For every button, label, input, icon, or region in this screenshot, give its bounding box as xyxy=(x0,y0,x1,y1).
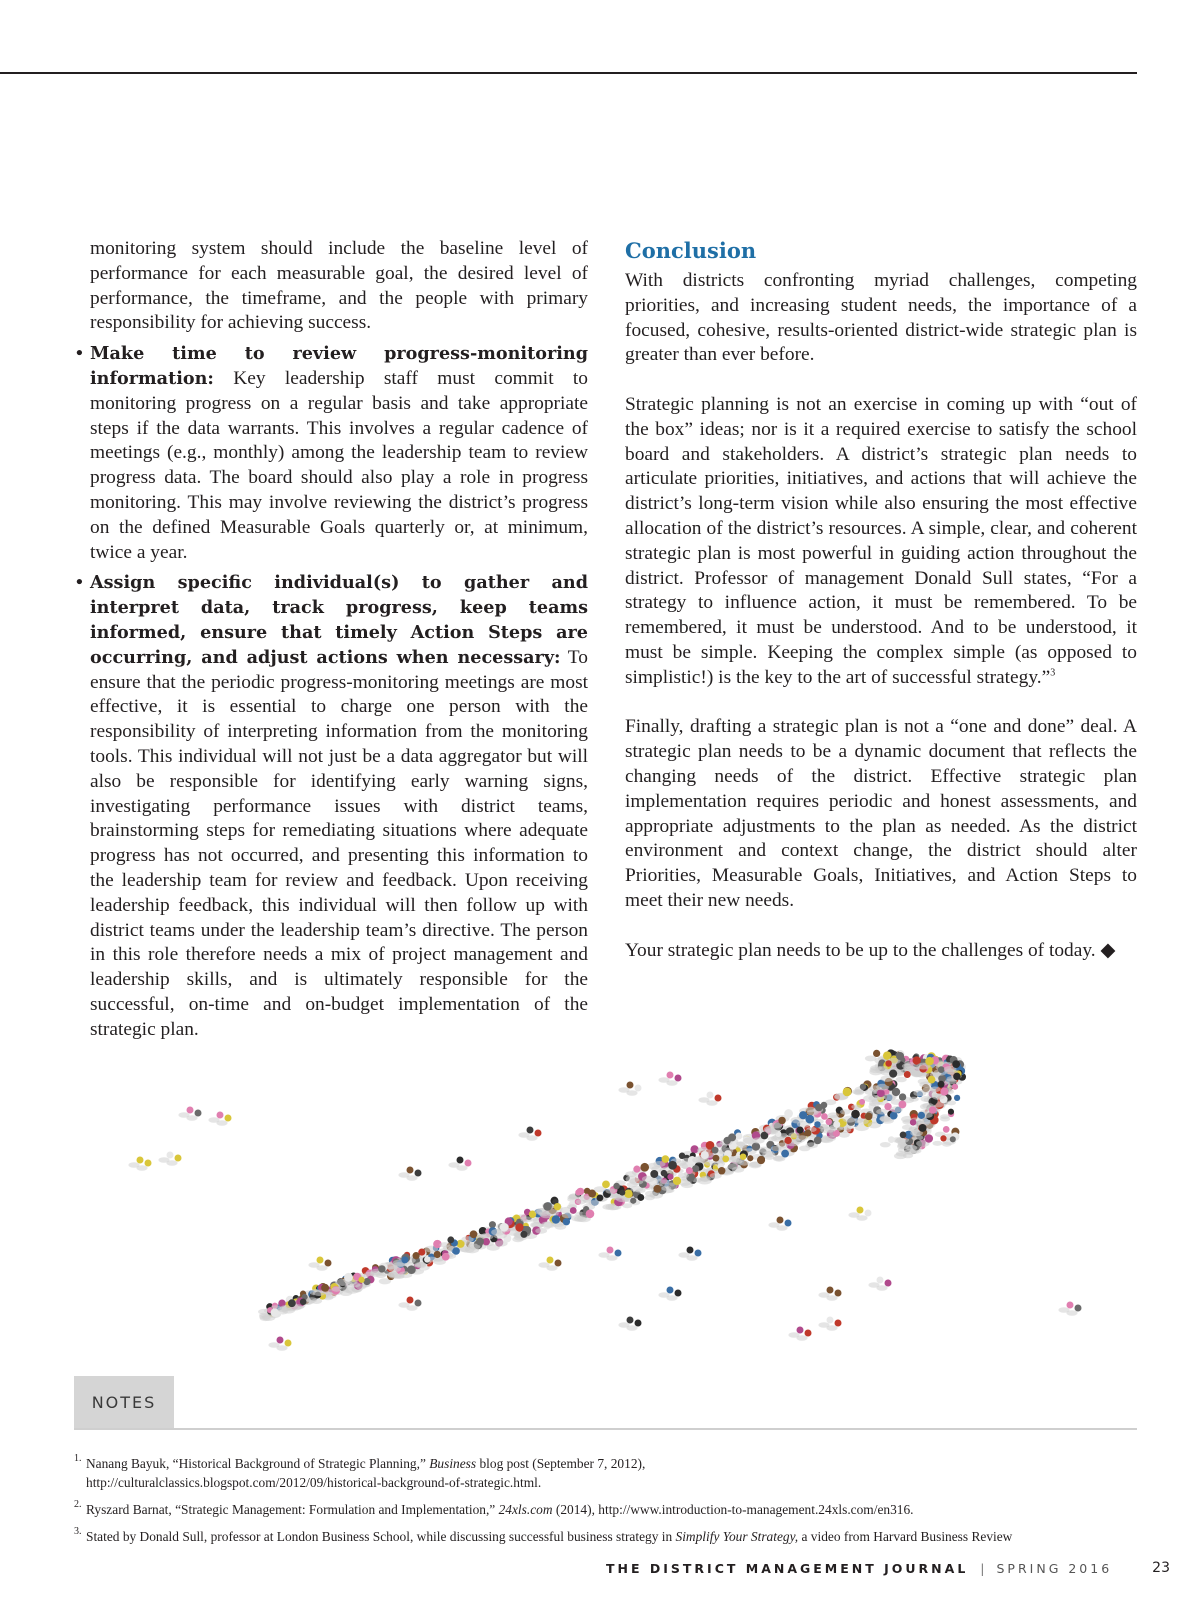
person-shadow xyxy=(932,1141,942,1146)
person-shadow xyxy=(216,1120,227,1126)
person-dot xyxy=(910,1119,917,1126)
person-dot xyxy=(586,1209,595,1218)
person-dot xyxy=(835,1290,842,1297)
person-shadow xyxy=(768,1137,778,1142)
person-dot xyxy=(624,1190,633,1199)
person-dot xyxy=(489,1221,496,1228)
person-shadow xyxy=(439,1242,450,1247)
person-dot xyxy=(722,1156,729,1163)
person-dot xyxy=(707,1092,714,1099)
notes-label: NOTES xyxy=(74,1376,174,1428)
person-dot xyxy=(1075,1305,1082,1312)
person-dot xyxy=(899,1093,906,1100)
person-shadow xyxy=(136,1165,147,1171)
bullet-assign-individual xyxy=(76,571,588,1042)
person-dot xyxy=(928,1076,936,1084)
person-shadow xyxy=(686,1255,697,1261)
person-shadow xyxy=(622,1203,632,1208)
person-shadow xyxy=(826,1295,837,1301)
person-shadow xyxy=(166,1160,177,1166)
person-dot xyxy=(877,1089,885,1097)
person-shadow xyxy=(856,1215,867,1221)
person-dot xyxy=(781,1150,789,1158)
person-dot xyxy=(640,1163,649,1172)
person-dot xyxy=(650,1170,658,1178)
person-dot xyxy=(835,1320,842,1327)
person-dot xyxy=(885,1280,892,1287)
person-dot xyxy=(873,1050,880,1057)
person-shadow xyxy=(666,1295,677,1301)
person-dot xyxy=(673,1177,681,1185)
person-shadow xyxy=(562,1213,573,1218)
person-shadow xyxy=(626,1090,637,1096)
person-dot xyxy=(675,1290,682,1297)
footnote-text: blog post (September 7, 2012), xyxy=(476,1456,646,1471)
left-column xyxy=(76,237,588,1043)
person-dot xyxy=(187,1107,194,1114)
page-number: 23 xyxy=(1152,1560,1170,1576)
person-dot xyxy=(918,1112,925,1119)
person-dot xyxy=(321,1284,329,1292)
person-dot xyxy=(904,1071,911,1078)
person-dot xyxy=(167,1152,174,1159)
person-shadow xyxy=(276,1345,287,1351)
bullet-dot-icon: • xyxy=(76,572,83,594)
person-shadow xyxy=(876,1285,887,1291)
person-shadow xyxy=(825,1127,836,1133)
person-dot xyxy=(575,1189,581,1195)
person-dot xyxy=(896,1052,904,1060)
person-dot xyxy=(555,1260,562,1267)
person-dot xyxy=(457,1157,464,1164)
person-dot xyxy=(851,1110,860,1119)
footnote-1 xyxy=(74,1454,1137,1492)
person-dot xyxy=(325,1260,332,1267)
person-dot xyxy=(889,1070,897,1078)
person-shadow xyxy=(946,1100,956,1105)
person-dot xyxy=(175,1155,182,1162)
person-shadow xyxy=(828,1112,839,1118)
person-dot xyxy=(619,1190,625,1196)
person-dot xyxy=(317,1257,324,1264)
bullet-text: Key leadership staff must commit to monitoring progress on a regular basis and take appropriate steps if the data warrants. This involves a regular cadence of meetings (e.g., monthly) among the leadership team to review progress data. The board should also play a role in progress monitoring. This may involve reviewing the district’s progress on the defined Measurable Goals quarterly or, at minimum, twice a year. xyxy=(90,367,588,563)
person-dot xyxy=(686,1167,693,1174)
person-dot xyxy=(797,1127,804,1134)
right-column xyxy=(625,237,1137,963)
person-dot xyxy=(797,1327,804,1334)
person-shadow xyxy=(765,1151,775,1156)
person-shadow xyxy=(700,1176,711,1182)
person-shadow xyxy=(546,1265,557,1271)
person-dot xyxy=(424,1256,430,1262)
person-dot xyxy=(515,1223,524,1232)
person-dot xyxy=(715,1095,722,1102)
person-dot xyxy=(857,1207,864,1214)
issue-season: SPRING 2016 xyxy=(996,1560,1113,1576)
crowd-people xyxy=(128,1049,1081,1350)
person-dot xyxy=(543,1202,552,1211)
footnote-text: a video from Harvard Business Review xyxy=(798,1529,1013,1544)
footnote-url[interactable]: http://culturalclassics.blogspot.com/2012/09/historical-background-of-strategic.html. xyxy=(86,1475,542,1490)
person-shadow xyxy=(704,1160,715,1165)
person-dot xyxy=(953,1073,960,1080)
footnote-text: Ryszard Barnat, “Strategic Management: Formulation and Implementation,” xyxy=(86,1502,499,1517)
person-dot xyxy=(877,1277,884,1284)
person-dot xyxy=(690,1145,698,1153)
person-dot xyxy=(217,1112,224,1119)
person-shadow xyxy=(732,1159,742,1164)
bullet-review-progress xyxy=(76,342,588,565)
person-shadow xyxy=(406,1305,417,1311)
crowd-arrow-illustration xyxy=(110,1040,1140,1370)
person-dot xyxy=(821,1113,828,1120)
person-dot xyxy=(954,1095,960,1101)
person-dot xyxy=(358,1277,364,1283)
person-dot xyxy=(948,1109,954,1115)
person-dot xyxy=(940,1088,948,1096)
person-dot xyxy=(137,1157,144,1164)
journal-title: THE DISTRICT MANAGEMENT JOURNAL xyxy=(606,1560,969,1576)
person-shadow xyxy=(393,1262,404,1268)
person-dot xyxy=(950,1136,956,1142)
person-dot xyxy=(814,1136,822,1144)
person-dot xyxy=(785,1220,792,1227)
intro-paragraph: monitoring system should include the baseline level of performance for each measurable goal, the desired level of performance, the timeframe, and the people with primary responsibility for achieving success. xyxy=(90,238,588,334)
person-shadow xyxy=(416,1262,426,1267)
footnote-2 xyxy=(74,1500,1137,1519)
person-shadow xyxy=(526,1135,537,1141)
person-dot xyxy=(667,1174,673,1180)
conclusion-paragraph-3: Finally, drafting a strategic plan is not a “one and done” deal. A strategic plan needs to be a dynamic document that reflects the changing needs of the district. Effective strategic plan implementation requires periodic and honest assessments, and appropriate adjustments to the plan as needed. As the district environment and context change, the district should alter Priorities, Measurable Goals, Initiatives, and Action Steps to meet their new needs. xyxy=(625,716,1137,911)
person-dot xyxy=(413,1252,420,1259)
person-shadow xyxy=(776,1225,787,1231)
person-dot xyxy=(952,1084,958,1090)
person-dot xyxy=(401,1256,408,1263)
person-dot xyxy=(865,1113,873,1121)
person-shadow xyxy=(942,1142,952,1147)
person-dot xyxy=(890,1112,898,1120)
person-dot xyxy=(692,1165,699,1172)
page-footer xyxy=(606,1560,1170,1576)
person-dot xyxy=(602,1180,610,1188)
person-dot xyxy=(952,1060,960,1068)
person-dot xyxy=(630,1198,636,1204)
person-dot xyxy=(826,1119,832,1125)
person-dot xyxy=(940,1135,946,1141)
person-dot xyxy=(434,1251,441,1258)
person-dot xyxy=(520,1231,527,1238)
person-dot xyxy=(740,1153,747,1160)
person-dot xyxy=(415,1300,422,1307)
paragraph-text: Strategic planning is not an exercise in coming up with “out of the box” ideas; nor is it a required exercise to satisfy the school board and stakeholders. A district’s strategic plan needs to articulate priorities, initiatives, and actions that will achieve the district’s long-term vision while also ensuring the most effective allocation of the district’s resources. A simple, clear, and coherent strategic plan is most powerful in guiding action throughout the district. Professor of management Donald Sull states, “For a strategy to influence action, it must be remembered. To be remembered, it must be understood. And to be understood, it must be simple. Keeping the complex simple (as opposed to simplistic!) is the key to the art of successful strategy.” xyxy=(625,393,1137,688)
person-shadow xyxy=(606,1255,617,1261)
person-shadow xyxy=(332,1287,342,1292)
person-dot xyxy=(407,1265,416,1274)
person-dot xyxy=(859,1099,865,1105)
footnote-italic: Simplify Your Strategy, xyxy=(675,1529,799,1544)
person-dot xyxy=(827,1287,834,1294)
person-shadow xyxy=(306,1297,317,1302)
person-dot xyxy=(925,1057,934,1066)
person-dot xyxy=(415,1170,422,1177)
person-dot xyxy=(1067,1302,1074,1309)
footer-separator: | xyxy=(980,1560,985,1576)
person-dot xyxy=(814,1121,820,1127)
person-shadow xyxy=(351,1282,361,1287)
person-dot xyxy=(476,1238,484,1246)
person-dot xyxy=(554,1203,561,1210)
person-dot xyxy=(865,1210,872,1217)
person-dot xyxy=(805,1330,812,1337)
person-dot xyxy=(938,1081,945,1088)
person-shadow xyxy=(316,1265,327,1271)
person-dot xyxy=(777,1217,784,1224)
bullet-lead: Assign specific individual(s) to gather and interpret data, track progress, keep teams informed, ensure that timely Action Steps are occurring, and adjust actions when necessary: xyxy=(90,572,588,668)
person-shadow xyxy=(840,1109,851,1114)
footnote-number: 1. xyxy=(74,1453,82,1464)
person-dot xyxy=(885,1060,891,1066)
person-shadow xyxy=(929,1087,940,1093)
person-dot xyxy=(633,1166,640,1173)
footnote-italic: Business xyxy=(429,1456,477,1471)
conclusion-paragraph-1: With districts confronting myriad challenges, competing priorities, and increasing student needs, the importance of a focused, cohesive, results-oriented district-wide strategic plan is greater than ever before. xyxy=(625,270,1137,366)
person-shadow xyxy=(877,1066,887,1071)
person-dot xyxy=(687,1247,694,1254)
person-dot xyxy=(701,1151,709,1159)
person-dot xyxy=(465,1160,472,1167)
person-shadow xyxy=(852,1089,862,1094)
footnote-number: 2. xyxy=(74,1499,82,1510)
person-shadow xyxy=(588,1200,599,1205)
footnote-number: 3. xyxy=(74,1526,82,1537)
person-dot xyxy=(288,1299,296,1307)
person-dot xyxy=(747,1155,753,1161)
footnote-text: (2014), http://www.introduction-to-management.24xls.com/en316. xyxy=(552,1502,914,1517)
person-dot xyxy=(635,1320,642,1327)
person-dot xyxy=(943,1126,950,1133)
person-dot xyxy=(500,1223,509,1232)
person-dot xyxy=(285,1340,292,1347)
person-dot xyxy=(712,1155,719,1162)
footnote-text: Nanang Bayuk, “Historical Background of Strategic Planning,” xyxy=(86,1456,430,1471)
person-shadow xyxy=(909,1097,919,1102)
person-dot xyxy=(938,1066,945,1073)
person-shadow xyxy=(512,1237,523,1243)
person-shadow xyxy=(186,1115,197,1121)
person-dot xyxy=(570,1207,577,1214)
footnote-text: Stated by Donald Sull, professor at London Business School, while discussing successful business strategy in xyxy=(86,1529,676,1544)
person-dot xyxy=(757,1156,765,1164)
person-dot xyxy=(827,1317,834,1324)
person-dot xyxy=(898,1101,906,1109)
person-dot xyxy=(344,1273,353,1282)
person-dot xyxy=(900,1132,907,1139)
top-rule xyxy=(0,72,1137,74)
footnote-3 xyxy=(74,1527,1137,1546)
person-shadow xyxy=(626,1325,637,1331)
person-dot xyxy=(815,1104,822,1111)
person-dot xyxy=(535,1130,542,1137)
person-dot xyxy=(784,1137,791,1144)
person-shadow xyxy=(902,1125,912,1130)
person-shadow xyxy=(1066,1310,1077,1316)
person-dot xyxy=(723,1137,730,1144)
person-dot xyxy=(563,1218,570,1225)
person-dot xyxy=(661,1170,668,1177)
person-dot xyxy=(635,1085,642,1092)
person-dot xyxy=(407,1167,414,1174)
notes-rule xyxy=(74,1428,1137,1430)
person-dot xyxy=(378,1265,385,1272)
person-dot xyxy=(888,1136,895,1143)
person-dot xyxy=(277,1337,284,1344)
person-shadow xyxy=(880,1142,891,1147)
person-dot xyxy=(784,1109,793,1118)
person-dot xyxy=(653,1185,661,1193)
footnote-ref: 3 xyxy=(1050,667,1056,679)
person-shadow xyxy=(611,1195,621,1200)
person-dot xyxy=(597,1194,604,1201)
person-dot xyxy=(919,1124,927,1132)
person-shadow xyxy=(406,1175,417,1181)
person-dot xyxy=(145,1160,152,1167)
person-dot xyxy=(407,1297,414,1304)
conclusion-heading: Conclusion xyxy=(625,238,757,263)
person-dot xyxy=(627,1317,634,1324)
person-dot xyxy=(547,1257,554,1264)
footnote-italic: 24xls.com xyxy=(498,1502,553,1517)
person-dot xyxy=(613,1183,620,1190)
person-shadow xyxy=(796,1135,807,1141)
person-dot xyxy=(552,1215,560,1223)
bullet-text: To ensure that the periodic progress-monitoring meetings are most effective, it is essential to charge one person with the responsibility of interpreting information from the monitoring tools. This individual will not just be a data aggregator but will also be responsible for identifying early warning signs, investigating performance issues with district teams, brainstorming steps for remediating situations where adequate progress has not occurred, and presenting this information to the leadership team for review and feedback. Upon receiving leadership feedback, this individual will then follow up with district teams under the leadership team’s directive. The person in this role therefore needs a mix of project management and leadership skills, and is ultimately responsible for the successful, on-time and on-budget implementation of the strategic plan. xyxy=(90,646,588,1040)
person-shadow xyxy=(896,1077,907,1083)
person-shadow xyxy=(456,1165,467,1171)
person-dot xyxy=(300,1298,307,1305)
person-dot xyxy=(718,1167,725,1174)
person-dot xyxy=(843,1088,852,1097)
person-dot xyxy=(637,1194,644,1201)
conclusion-paragraph-4: Your strategic plan needs to be up to the challenges of today. ◆ xyxy=(625,939,1116,961)
person-dot xyxy=(607,1247,614,1254)
person-dot xyxy=(675,1075,682,1082)
conclusion-paragraph-2 xyxy=(625,393,1137,691)
person-dot xyxy=(452,1247,459,1254)
person-dot xyxy=(805,1115,814,1124)
person-dot xyxy=(925,1134,933,1142)
person-dot xyxy=(929,1106,937,1114)
person-dot xyxy=(805,1130,812,1137)
person-dot xyxy=(195,1110,202,1117)
person-dot xyxy=(735,1133,742,1140)
person-dot xyxy=(225,1115,232,1122)
person-shadow xyxy=(851,1104,861,1109)
person-shadow xyxy=(825,1136,836,1142)
person-dot xyxy=(860,1084,866,1090)
person-dot xyxy=(668,1161,677,1170)
person-shadow xyxy=(567,1195,577,1200)
person-dot xyxy=(833,1121,840,1128)
person-dot xyxy=(588,1190,596,1198)
person-dot xyxy=(470,1230,478,1238)
person-dot xyxy=(447,1236,454,1243)
footnotes xyxy=(74,1454,1137,1554)
person-dot xyxy=(662,1155,670,1163)
person-dot xyxy=(627,1082,634,1089)
bullet-dot-icon: • xyxy=(76,343,83,365)
person-dot xyxy=(679,1153,686,1160)
bullet-lead: Make time to review progress-monitoring information: xyxy=(90,343,588,389)
person-dot xyxy=(778,1117,785,1124)
person-shadow xyxy=(940,1114,950,1119)
person-dot xyxy=(892,1088,900,1096)
person-dot xyxy=(695,1250,702,1257)
person-shadow xyxy=(666,1080,677,1086)
person-shadow xyxy=(869,1101,880,1107)
person-dot xyxy=(527,1127,534,1134)
person-shadow xyxy=(796,1335,807,1341)
person-dot xyxy=(667,1287,674,1294)
person-shadow xyxy=(826,1325,837,1331)
person-dot xyxy=(442,1253,450,1261)
person-dot xyxy=(615,1250,622,1257)
person-shadow xyxy=(706,1100,717,1106)
person-dot xyxy=(667,1072,674,1079)
person-shadow xyxy=(605,1188,615,1193)
